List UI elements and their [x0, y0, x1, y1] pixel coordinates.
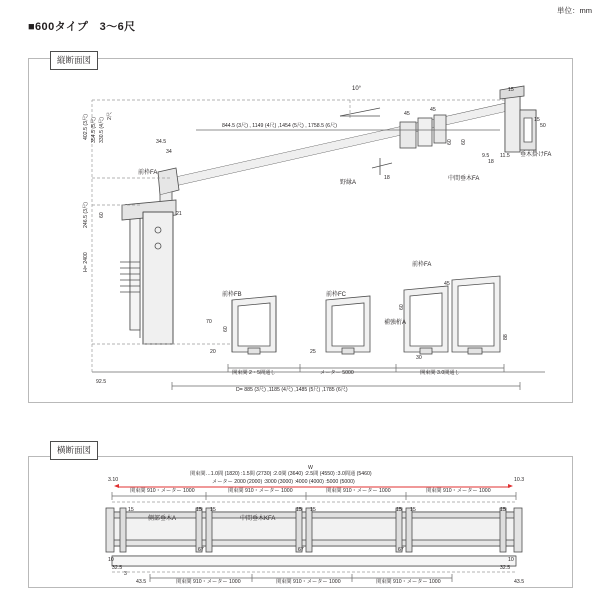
num-45a: 45	[404, 111, 410, 117]
w-arrow-right	[508, 484, 513, 488]
plan-num-15-4: 15	[296, 507, 302, 513]
label-front-frame-fa2: 前枠FA	[412, 262, 432, 268]
left-dim-1: 402.5 (3尺)	[83, 114, 89, 140]
label-front-frame-fc: 前枠FC	[326, 292, 346, 298]
plan-num-67-2: 67	[298, 547, 304, 553]
num-45b: 45	[430, 107, 436, 113]
num-45c: 45	[444, 281, 450, 287]
segment-dim-2: 関束間 910・メーター 1000	[228, 488, 293, 494]
plan-bottom-dim-1: 関束間 910・メーター 1000	[176, 579, 241, 585]
plan-bottom-dim-3: 関束間 910・メーター 1000	[376, 579, 441, 585]
plan-bottom-small-4: 10	[508, 557, 514, 563]
plan-num-15-7: 15	[410, 507, 416, 513]
vertical-section-label: 縦断面図	[50, 51, 98, 70]
beam-dimension: 844.5 (3尺) , 1149 (4尺) ,1454 (5尺) , 1758.5 (6尺)	[222, 123, 337, 129]
num-21: 21	[176, 211, 182, 217]
horizontal-section-label: 横断面図	[50, 441, 98, 460]
label-front-frame-fa: 前枠FA	[138, 170, 158, 176]
label-front-frame-fb: 前枠FB	[222, 292, 242, 298]
label-pillar: 垂木掛けFA	[520, 152, 552, 158]
plan-bottom-small-2: 10	[108, 557, 114, 563]
label-mid-beam-kfa-plan: 中間垂木KFA	[240, 516, 276, 522]
plan-num-15-2: 15	[196, 507, 202, 513]
left-dim-246: 246.5 (3尺)	[83, 202, 89, 228]
plan-num-15-1: 15	[128, 507, 134, 513]
plan-bottom-left: 43.5	[136, 579, 147, 585]
left-dim-4: 2尺	[107, 111, 113, 120]
num-34-5: 34.5	[156, 139, 167, 145]
right-edge-dim: 10.3	[514, 477, 525, 483]
num-50: 50	[540, 123, 546, 129]
label-support-beam: 補強桁A	[384, 320, 407, 326]
label-side-beam: 側部垂木A	[148, 516, 177, 522]
num-88: 88	[503, 334, 509, 340]
plan-bottom-dim-2: 関束間 910・メーター 1000	[276, 579, 341, 585]
segment-dim-1: 関束間 910・メーター 1000	[130, 488, 195, 494]
angle-label: 10°	[352, 86, 362, 92]
num-60a: 60	[447, 139, 453, 145]
span-line-2: メーター 2000 (2000) :3000 (3000) :4000 (4000) :5000 (5000)	[212, 479, 355, 485]
page-title: ■600タイプ 3～6尺	[28, 21, 136, 33]
plan-num-15-8: 15	[500, 507, 506, 513]
left-dim-60: 60	[99, 212, 105, 218]
bottom-dim-1: 開束間 2・5間通し	[232, 370, 276, 376]
plan-num-15-5: 15	[310, 507, 316, 513]
num-11-5: 11.5	[500, 153, 510, 159]
num-9-5: 9.5	[482, 153, 490, 159]
num-70: 70	[206, 319, 212, 325]
w-arrow-left	[114, 484, 119, 488]
num-60b: 60	[461, 139, 467, 145]
plan-num-15-3: 15	[210, 507, 216, 513]
plan-bottom-small-5: 32.5	[500, 565, 511, 571]
bottom-total-dim: D= 885 (3尺) ,1185 (4尺) ,1485 (5尺) ,1785 (6尺)	[236, 387, 348, 393]
left-bottom-dim: 92.5	[96, 379, 107, 385]
num-30: 30	[416, 355, 422, 361]
plan-num-15-6: 15	[396, 507, 402, 513]
span-line-1: 関束間…1.0間 (1820) :1.5間 (2730) :2.0間 (3640) :2.5間 (4550) :3.0間通 (5460)	[190, 471, 372, 477]
plan-num-67-1: 67	[198, 547, 204, 553]
num-15b: 15	[534, 117, 540, 123]
segment-dim-4: 関束間 910・メーター 1000	[426, 488, 491, 494]
left-dim-height: H= 2400	[83, 252, 89, 272]
num-18b: 18	[488, 159, 494, 165]
label-mid-beam-kfa: 中間垂木FA	[448, 176, 480, 182]
num-60c: 60	[223, 326, 229, 332]
num-15a: 15	[508, 87, 514, 93]
num-25: 25	[310, 349, 316, 355]
segment-dim-3: 関束間 910・メーター 1000	[326, 488, 391, 494]
plan-bottom-small-1: 32.5	[112, 565, 123, 571]
unit-note: 単位：mm	[557, 6, 592, 15]
bottom-dim-2: メーター 5000	[320, 370, 354, 376]
w-label: W	[308, 465, 313, 471]
left-dim-2: 354.5 (5尺)	[91, 117, 97, 143]
plan-bottom-right: 43.5	[514, 579, 525, 585]
plan-num-67-3: 67	[398, 547, 404, 553]
num-18: 18	[384, 175, 390, 181]
left-edge-dim: 3.10	[108, 477, 119, 483]
bottom-dim-3: 開束間 3.0間通し	[420, 370, 460, 376]
label-rafter: 野縁A	[340, 180, 357, 186]
num-60d: 60	[399, 304, 405, 310]
num-20: 20	[210, 349, 216, 355]
left-dim-3: 330.5 (4尺)	[99, 117, 105, 143]
plan-bottom-small-3: 3	[124, 571, 127, 577]
num-34: 34	[166, 149, 172, 155]
